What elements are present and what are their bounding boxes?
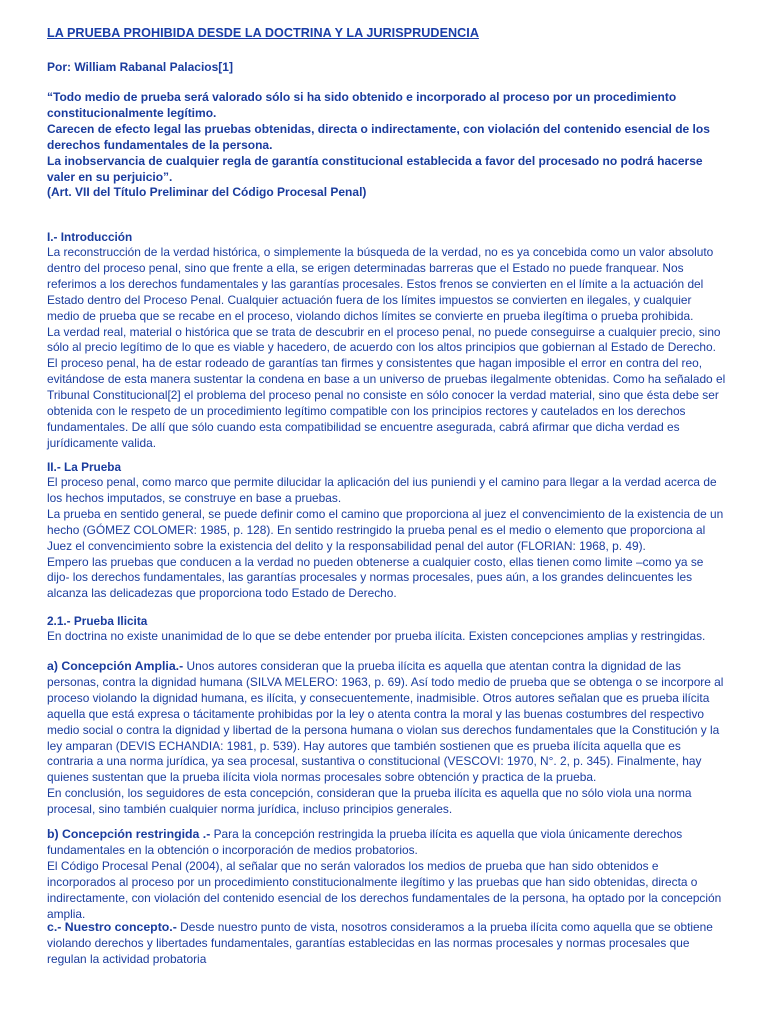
quote-line: La inobservancia de cualquier regla de garantía constitucional establecida a favor del procesado no podrá hacerse valer en su perjuicio”. (47, 153, 703, 184)
paragraph (47, 659, 727, 786)
section-nuestro-concepto (47, 920, 727, 968)
paragraph: La verdad real, material o histórica que se trata de descubrir en el proceso penal, no puede conseguirse a cualquier precio, sino sólo al precio legítimo de lo que es viable y hacedero, de acuerdo con los altos principios que gobiernan al Estado de Derecho. (47, 324, 721, 355)
section-introduccion (47, 229, 727, 452)
paragraph: En doctrina no existe unanimidad de lo que se debe entender por prueba ilícita. Existen concepciones amplias y restringidas. (47, 629, 706, 643)
paragraph-text: Para la concepción restringida la prueba ilícita es aquella que viola únicamente derechos fundamentales en la obtención o incorporación de medios probatorios. (47, 827, 683, 857)
section-concepcion-restringida (47, 827, 727, 922)
section-heading: II.- La Prueba (47, 460, 122, 474)
quote-source: (Art. VII del Título Preliminar del Código Procesal Penal) (47, 185, 367, 200)
paragraph: La prueba en sentido general, se puede definir como el camino que proporciona al juez el convencimiento de la existencia de un hecho (GÓMEZ COLOMER: 1985, p. 128). En sentido restringido la prueba penal es el medio o elemento que proporciona al Juez el convencimiento sobre la existencia del delito y la responsabilidad penal del autor (FLORIAN: 1968, p. 49). (47, 506, 724, 553)
subsection-heading: a) Concepción Amplia.- (47, 659, 184, 673)
paragraph-text: Unos autores consideran que la prueba ilícita es aquella que atentan contra la dignidad de las personas, contra la dignidad humana (SILVA MELERO: 1963, p. 69). Así todo medio de prueba que se obtenga o se incorpore al proceso violando la dignidad humana, es ilícita, y consecuentemente, inadmisible. Otros autores señalan que es prueba ilícita aquella que está expresa o tácitamente prohibidas por la ley o atenta contra la moral y las buenas costumbres del respectivo medio social o contra la dignidad y libertad de la persona humana o violan sus derechos fundamentales que la Constitución y la ley amparan (DEVIS ECHANDIA: 1981, p. 539). Hay autores que también sostienen que es prueba ilícita aquella que es contraria a una norma jurídica, ya sea procesal, sustantiva o constitucional (VESCOVI: 1970, N°. 2, p. 345). Finalmente, hay quienes sustentan que la prueba ilícita viola normas procesales sobre obtención y practica de la prueba. (47, 659, 724, 785)
epigraph-quote (47, 90, 727, 201)
quote-line: Carecen de efecto legal las pruebas obtenidas, directa o indirectamente, con violación del contenido esencial de los derechos fundamentales de la persona. (47, 121, 710, 152)
document-title: LA PRUEBA PROHIBIDA DESDE LA DOCTRINA Y LA JURISPRUDENCIA (47, 26, 480, 40)
section-prueba-ilicita (47, 613, 727, 645)
paragraph-text: Desde nuestro punto de vista, nosotros consideramos a la prueba ilícita como aquella que se obtiene violando derechos y libertades fundamentales, garantías establecidas en las normas procesales y normas procesales que regulan la actividad probatoria (47, 920, 713, 966)
subsection-heading: c.- Nuestro concepto.- (47, 920, 177, 934)
paragraph: El Código Procesal Penal (2004), al señalar que no serán valorados los medios de prueba que han sido obtenidos e incorporados al proceso por un procedimiento constitucionalmente ilegítimo y las pruebas que han sido obtenidas, directa o indirectamente, con violación del contenido esencial de los derechos fundamentales de la persona, ha optado por la concepción amplia. (47, 858, 722, 921)
quote-line: “Todo medio de prueba será valorado sólo si ha sido obtenido e incorporado al proceso por un procedimiento constitucionalmente legítimo. (47, 90, 677, 120)
paragraph: La reconstrucción de la verdad histórica, o simplemente la búsqueda de la verdad, no es ya concebida como un valor absoluto dentro del proceso penal, sino que frente a ella, se erigen determinadas barreras que el Estado no puede franquear. Nos referimos a los derechos fundamentales y las garantías procesales. Estos frenos se convierten en el límite a la actuación del Estado dentro del Proceso Penal. Cualquier actuación fuera de los límites impuestos se convierten en ilegales, y cualquier medio de prueba que se recabe en el proceso, violando dichos límites se convierte en prueba ilegítima o prueba prohibida. (47, 245, 714, 323)
section-heading: 2.1.- Prueba Ilicita (47, 614, 148, 628)
section-la-prueba (47, 459, 727, 602)
section-concepcion-amplia (47, 659, 727, 818)
paragraph: Empero las pruebas que conducen a la verdad no pueden obtenerse a cualquier costo, ellas tienen como limite –como ya se dijo- los derechos fundamentales, las garantías procesales y normas procesales, pues aún, a los grandes delincuentes les alcanza las delicadezas que proporciona todo Estado de Derecho. (47, 554, 704, 601)
section-heading: I.- Introducción (47, 230, 133, 244)
author-line: Por: William Rabanal Palacios[1] (47, 60, 233, 74)
paragraph: El proceso penal, como marco que permite dilucidar la aplicación del ius puniendi y el camino para llegar a la verdad acerca de los hechos imputados, se construye en base a pruebas. (47, 475, 717, 505)
subsection-heading: b) Concepción restringida .- (47, 827, 211, 841)
paragraph (47, 920, 727, 968)
paragraph: En conclusión, los seguidores de esta concepción, consideran que la prueba ilícita es aquella que no sólo viola una norma procesal, sino también cualquier norma jurídica, incluso principios generales. (47, 786, 692, 817)
paragraph: El proceso penal, ha de estar rodeado de garantías tan firmes y consistentes que hagan imposible el error en contra del reo, evitándose de esta manera sustentar la condena en base a un universo de pruebas ilegalmente obtenidas. Como ha señalado el Tribunal Constitucional[2] el problema del proceso penal no consiste en sólo conocer la verdad material, sino que ésta debe ser obtenida con le respeto de un procedimiento legítimo compatible con los principios rectores y cautelados en los derechos fundamentales. De allí que sólo cuando esta compatibilidad se encuentre asegurada, cabrá afirmar que dicha verdad es jurídicamente valida. (47, 356, 726, 450)
paragraph (47, 827, 727, 859)
